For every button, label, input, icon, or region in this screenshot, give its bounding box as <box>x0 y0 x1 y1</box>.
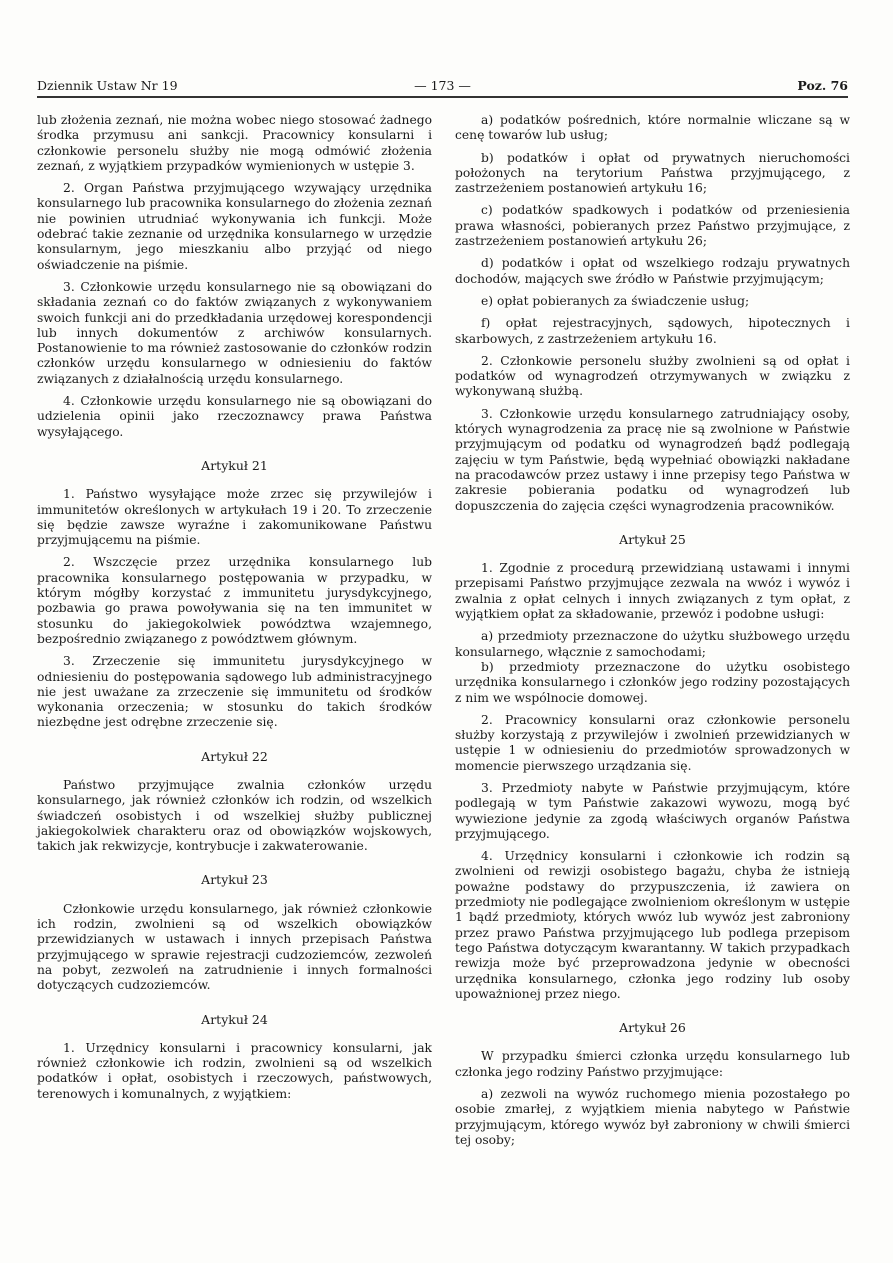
page-number: — 173 — <box>414 78 471 93</box>
paragraph: 2. Pracownicy konsularni oraz członkowie personelu służby korzystają z przywilejów i zwolnień przewidzianych w ustępie 1 w odniesieniu do przedmiotów sprowadzonych w momencie pierwszego urządzania się. <box>455 712 850 773</box>
paragraph: a) podatków pośrednich, które normalnie wliczane są w cenę towarów lub usług; <box>455 113 850 143</box>
paragraph: lub złożenia zeznań, nie można wobec niego stosować żadnego środka przymusu ani sankcji. Pracownicy konsularni i członkowie personelu służby nie mogą odmówić złożenia zeznań, z wyjątkiem przypadków wymienionych w ustępie 3. <box>37 113 432 173</box>
paragraph: d) podatków i opłat od wszelkiego rodzaju prywatnych dochodów, mających swe źródło w Państwie przyjmującym; <box>455 256 850 286</box>
paragraph: W przypadku śmierci członka urzędu konsularnego lub członka jego rodziny Państwo przyjmujące: <box>455 1049 850 1079</box>
header-rule <box>37 96 848 98</box>
page-header <box>37 78 848 96</box>
paragraph: 3. Przedmioty nabyte w Państwie przyjmującym, które podlegają w tym Państwie zakazowi wywozu, mogą być wywiezione jedynie za zgodą właściwych organów Państwa przyjmującego. <box>455 780 850 841</box>
paragraph: e) opłat pobieranych za świadczenie usług; <box>481 293 750 308</box>
paragraph: 1. Urzędnicy konsularni i pracownicy konsularni, jak również członkowie ich rodzin, zwolnieni są od wszelkich podatków i opłat, osobistych i rzeczowych, państwowych, terenowych i komunalnych, z wyjątkiem: <box>37 1040 432 1101</box>
paragraph: 3. Członkowie urzędu konsularnego zatrudniający osoby, których wynagrodzenia za pracę nie są zwolnione w Państwie przyjmującym od podatku od wynagrodzeń bądź podlegają zajęciu w tym Państwie, będą wypełniać obowiązki nakładane na pracodawców przez ustawy i inne przepisy tego Państwa w zakresie pobierania podatku od wynagrodzeń lub dopuszczenia do zajęcia części wynagrodzenia pracowników. <box>455 406 850 513</box>
paragraph: 2. Organ Państwa przyjmującego wzywający urzędnika konsularnego lub pracownika konsularnego do złożenia zeznań nie powinien utrudniać wykonywania ich funkcji. Może odebrać takie zeznanie od urzędnika konsularnego w urzędzie konsularnym, jego mieszkaniu albo przyjąć od niego oświadczenie na piśmie. <box>37 181 432 272</box>
paragraph: Państwo przyjmujące zwalnia członków urzędu konsularnego, jak również członków ich rodzin, od wszelkich świadczeń osobistych i od wszelkiej służby publicznej jakiegokolwiek charakteru oraz od obowiązków wojskowych, takich jak rekwizycje, kontrybucje i zakwaterowanie. <box>37 777 432 854</box>
position-number: Poz. 76 <box>797 78 848 93</box>
article-heading: Artykuł 21 <box>201 457 268 473</box>
left-column <box>37 113 432 1109</box>
paragraph: 2. Wszczęcie przez urzędnika konsularnego lub pracownika konsularnego postępowania w przypadku, w którym mógłby korzystać z immunitetu jurysdykcyjnego, pozbawia go prawa powoływania się na ten immunitet w stosunku do jakiegokolwiek powództwa wzajemnego, bezpośrednio związanego z powództwem głównym. <box>37 555 432 646</box>
right-column <box>455 113 850 1155</box>
paragraph: b) podatków i opłat od prywatnych nieruchomości położonych na terytorium Państwa przyjmującego, z zastrzeżeniem postanowień artykułu 16; <box>455 150 850 196</box>
paragraph: a) zezwoli na wywóz ruchomego mienia pozostałego po osobie zmarłej, z wyjątkiem mienia nabytego w Państwie przyjmującym, którego wywóz był zabroniony w chwili śmierci tej osoby; <box>455 1087 850 1147</box>
paragraph: 1. Państwo wysyłające może zrzec się przywilejów i immunitetów określonych w artykułach 19 i 20. To zrzeczenie się będzie zawsze wyraźne i zakomunikowane Państwu przyjmującemu na piśmie. <box>37 487 432 548</box>
paragraph: Członkowie urzędu konsularnego, jak również członkowie ich rodzin, zwolnieni są od wszelkich obowiązków przewidzianych w ustawach i innych przepisach Państwa przyjmującego w sprawie rejestracji cudzoziemców, zezwoleń na pobyt, zezwoleń na zatrudnienie i innych formalności dotyczących cudzoziemców. <box>37 901 432 993</box>
article-heading: Artykuł 26 <box>619 1020 686 1036</box>
article-heading: Artykuł 24 <box>201 1011 268 1027</box>
article-heading: Artykuł 22 <box>201 748 268 764</box>
paragraph: a) przedmioty przeznaczone do użytku służbowego urzędu konsularnego, włącznie z samochodami; <box>455 629 850 659</box>
paragraph: f) opłat rejestracyjnych, sądowych, hipotecznych i skarbowych, z zastrzeżeniem artykułu 16. <box>455 316 850 346</box>
article-heading: Artykuł 25 <box>619 531 686 547</box>
journal-title: Dziennik Ustaw Nr 19 <box>37 78 178 93</box>
paragraph: c) podatków spadkowych i podatków od przeniesienia prawa własności, pobieranych przez Państwo przyjmujące, z zastrzeżeniem postanowień artykułu 26; <box>455 203 850 249</box>
paragraph: 4. Członkowie urzędu konsularnego nie są obowiązani do udzielenia opinii jako rzeczoznawcy prawa Państwa wysyłającego. <box>37 394 432 439</box>
paragraph: b) przedmioty przeznaczone do użytku osobistego urzędnika konsularnego i członków jego rodziny pozostających z nim we wspólnocie domowej. <box>455 659 850 705</box>
paragraph: 3. Zrzeczenie się immunitetu jurysdykcyjnego w odniesieniu do postępowania sądowego lub administracyjnego nie jest uważane za zrzeczenie się immunitetu od środków wykonania orzeczenia; w stosunku do takich środków niezbędne jest odrębne zrzeczenie się. <box>37 654 432 730</box>
paragraph: 4. Urzędnicy konsularni i członkowie ich rodzin są zwolnieni od rewizji osobistego bagażu, chyba że istnieją poważne podstawy do przypuszczenia, iż zawiera on przedmioty nie podlegające zwolnieniom określonym w ustępie 1 bądź przedmioty, których wwóz lub wywóz jest zabroniony przez prawo Państwa przyjmującego lub podlega przepisom tego Państwa dotyczącym kwarantanny. W takich przypadkach rewizja może być przeprowadzona jedynie w obecności urzędnika konsularnego, członka jego rodziny lub osoby upoważnionej przez niego. <box>455 849 850 1001</box>
paragraph: 3. Członkowie urzędu konsularnego nie są obowiązani do składania zeznań co do faktów związanych z wykonywaniem swoich funkcji ani do przedkładania urzędowej korespondencji lub innych dokumentów z archiwów konsularnych. Postanowienie to ma również zastosowanie do członków rodzin członków urzędu konsularnego w odniesieniu do faktów związanych z działalnością urzędu konsularnego. <box>37 279 432 386</box>
article-heading: Artykuł 23 <box>201 872 268 888</box>
paragraph: 1. Zgodnie z procedurą przewidzianą ustawami i innymi przepisami Państwo przyjmujące zezwala na wwóz i wywóz i zwalnia z opłat celnych i innych związanych z tym opłat, z wyjątkiem opłat za składowanie, przewóz i podobne usługi: <box>455 561 850 622</box>
paragraph: 2. Członkowie personelu służby zwolnieni są od opłat i podatków od wynagrodzeń otrzymywanych w związku z wykonywaną służbą. <box>455 353 850 399</box>
